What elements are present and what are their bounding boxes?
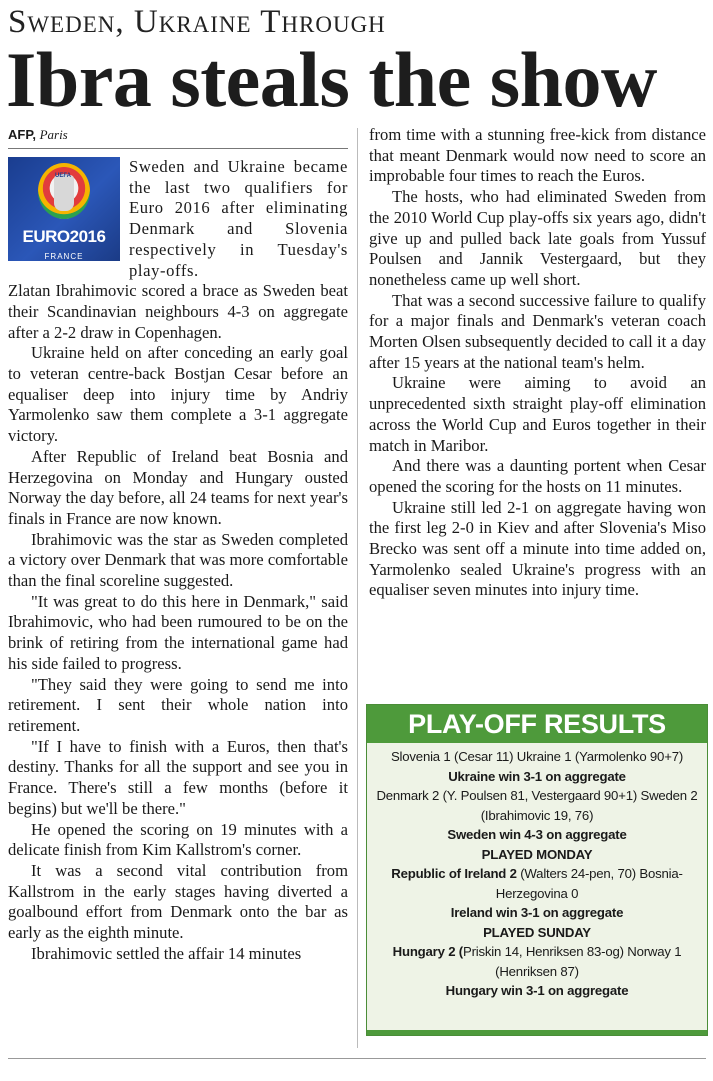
result-team-score: Republic of Ireland 2 <box>391 866 517 881</box>
paragraph: Zlatan Ibrahimovic scored a brace as Sweden beat their Scandinavian neighbours 4-3 on aggregate after a 2-2 draw in Copenhagen. <box>8 281 348 342</box>
result-line: Denmark 2 (Y. Poulsen 81, Vestergaard 90+1) Sweden 2 (Ibrahimovic 19, 76) <box>376 788 698 823</box>
article-intro: Sweden and Ukraine became the last two qualifiers for Euro 2016 after eliminating Denmark and Slovenia respectively in Tuesday's play-offs. <box>129 157 348 280</box>
paragraph: Ukraine held on after conceding an early goal to veteran centre-back Bostjan Cesar before an equaliser deep into injury time by Andriy Yarmolenko saw them complete a 3-1 aggregate victory. <box>8 343 348 446</box>
paragraph: After Republic of Ireland beat Bosnia and Herzegovina on Monday and Hungary ousted Norway the day before, all 24 teams for next year's finals in France are now known. <box>8 446 348 528</box>
euro2016-logo <box>8 157 120 261</box>
paragraph: Ibrahimovic was the star as Sweden completed a victory over Denmark that was more comfortable than the final scoreline suggested. <box>8 529 348 591</box>
result-detail: Priskin 14, Henriksen 83-og) Norway 1 (Henriksen 87) <box>463 944 682 979</box>
paragraph: That was a second successive failure to qualify for a major finals and Denmark's veteran coach Morten Olsen subsequently decided to call it a day after 15 years at the national team's helm. <box>369 290 706 372</box>
result-line: Slovenia 1 (Cesar 11) Ukraine 1 (Yarmolenko 90+7) <box>390 749 684 764</box>
results-bottom-bar <box>367 1030 707 1035</box>
bottom-rule <box>8 1058 706 1059</box>
result-aggregate: Hungary win 3-1 on aggregate <box>445 983 629 998</box>
result-aggregate: Sweden win 4-3 on aggregate <box>447 827 627 842</box>
paragraph: from time with a stunning free-kick from distance that meant Denmark would now need to score an improbable four times to reach the Euros. <box>369 125 706 186</box>
article-headline: Ibra steals the show <box>6 36 657 123</box>
column-divider <box>357 128 358 1048</box>
paragraph: "If I have to finish with a Euros, then that's destiny. Thanks for all the support and see you in France. There's still a few months (before it begins) but we'll be there." <box>8 736 348 818</box>
article-kicker: Sweden, Ukraine Through <box>8 4 386 40</box>
results-body <box>367 743 707 1001</box>
result-section-heading: PLAYED SUNDAY <box>483 924 591 940</box>
byline <box>8 126 348 149</box>
result-line <box>373 942 701 981</box>
logo-uefa-text: UEFA <box>55 173 72 179</box>
paragraph: It was a second vital contribution from Kallstrom in the early stages having diverted a goalbound effort from Denmark onto the bar as early as the eighth minute. <box>8 860 348 943</box>
result-detail: (Walters 24-pen, 70) Bosnia-Herzegovina 0 <box>495 866 683 901</box>
paragraph: "It was great to do this here in Denmark," said Ibrahimovic, who had been rumoured to be on the brink of retiring from the international game had his side failed to progress. <box>8 591 348 673</box>
paragraph: "They said they were going to send me into retirement. I sent their whole nation into retirement. <box>8 674 348 735</box>
play-off-results-box <box>366 704 708 1036</box>
right-column <box>369 125 706 601</box>
result-team-score: Hungary 2 ( <box>392 944 463 959</box>
paragraph: Ukraine still led 2-1 on aggregate having won the first leg 2-0 in Kiev and after Slovenia's Miso Brecko was sent off a minute into time added on, Yarmolenko sealed Ukraine's progress with an equaliser seven minutes into injury time. <box>369 497 706 600</box>
paragraph: The hosts, who had eliminated Sweden from the 2010 World Cup play-offs six years ago, didn't give up and pulled back late goals from Yussuf Poulsen and Jannik Vestergaard, but they nonetheless came up well short. <box>369 187 706 289</box>
paragraph: He opened the scoring on 19 minutes with a delicate finish from Kim Kallstrom's corner. <box>8 819 348 860</box>
left-column <box>8 126 348 964</box>
paragraph: Ukraine were aiming to avoid an unprecedented sixth straight play-off elimination across the World Cup and Euros together in their match in Maribor. <box>369 373 706 455</box>
result-aggregate: Ireland win 3-1 on aggregate <box>450 905 624 920</box>
byline-place: Paris <box>39 127 68 142</box>
result-aggregate: Ukraine win 3-1 on aggregate <box>448 768 626 784</box>
paragraph: Ibrahimovic settled the affair 14 minutes <box>31 943 302 963</box>
result-section-heading: PLAYED MONDAY <box>481 846 593 862</box>
logo-country-text: FRANCE <box>44 252 84 261</box>
result-line <box>373 864 701 903</box>
byline-agency: AFP, <box>8 127 36 142</box>
results-title: PLAY-OFF RESULTS <box>367 705 707 743</box>
paragraph: And there was a daunting portent when Cesar opened the scoring for the hosts on 11 minutes. <box>369 456 706 496</box>
logo-euro-text: EURO2016 <box>22 227 106 246</box>
